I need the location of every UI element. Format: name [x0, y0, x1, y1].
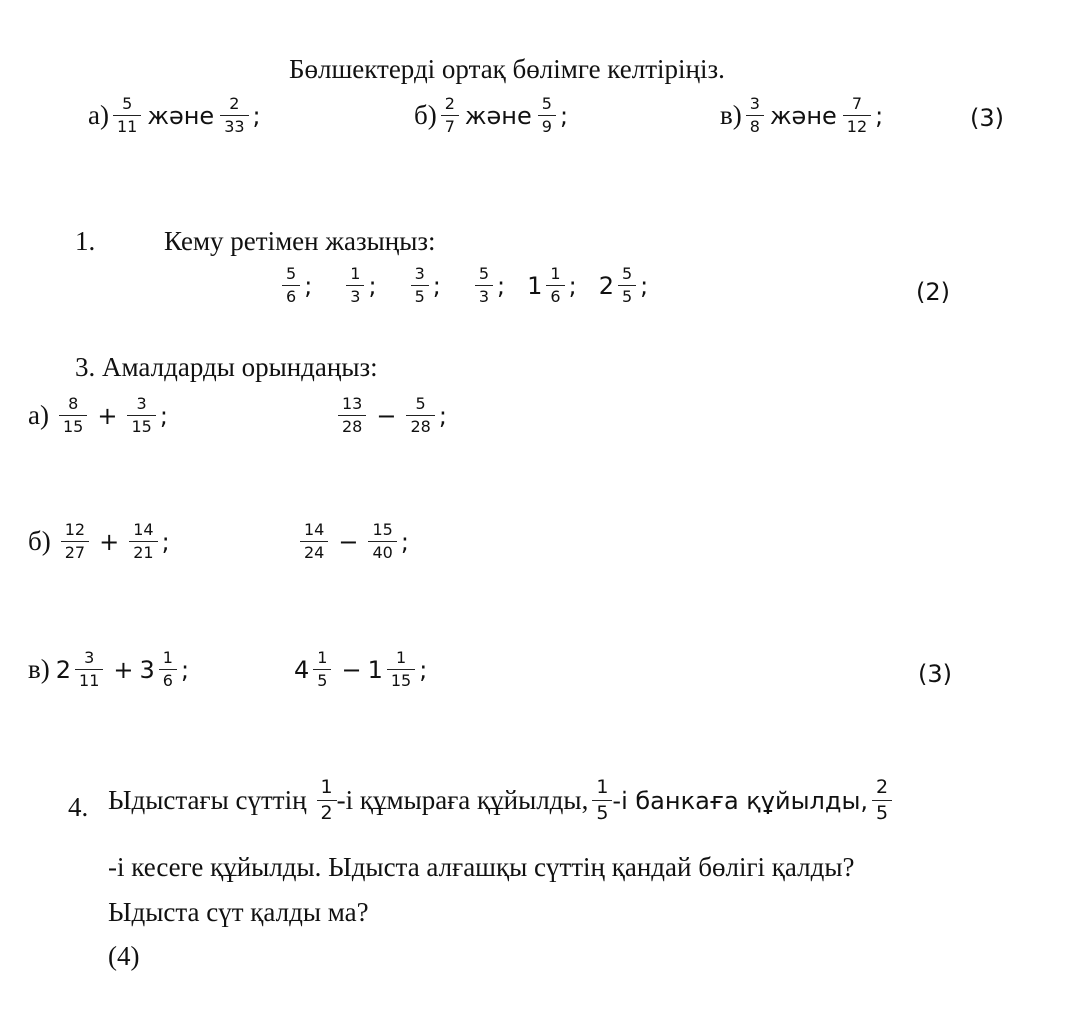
denominator: 15 — [387, 669, 415, 689]
denominator: 21 — [129, 541, 157, 561]
task3-title: 3. Амалдарды орындаңыз: — [75, 352, 378, 382]
operator: + — [99, 527, 120, 556]
task3-row-c — [28, 650, 189, 689]
fraction — [346, 266, 364, 305]
mixed-number — [57, 522, 93, 561]
numerator: 1 — [550, 264, 561, 283]
task1-number: 1. — [75, 226, 96, 256]
separator: ; — [419, 655, 428, 684]
separator: ; — [640, 271, 649, 300]
mixed-number — [342, 266, 368, 305]
mixed-number — [294, 650, 335, 689]
fraction — [406, 396, 434, 435]
mixed-number — [471, 266, 497, 305]
row-label: в) — [28, 654, 50, 684]
fraction — [300, 522, 328, 561]
row-label: а) — [28, 400, 49, 430]
task4-text2: -і құмыраға құйылды, — [336, 785, 589, 815]
item-label: б) — [414, 100, 437, 130]
numerator: 14 — [133, 520, 154, 539]
mixed-number — [368, 650, 420, 689]
fraction — [387, 650, 415, 689]
denominator: 11 — [75, 669, 103, 689]
conjunction: және — [464, 101, 532, 130]
denominator: 3 — [346, 285, 364, 305]
mixed-number — [364, 522, 400, 561]
separator: ; — [497, 271, 506, 300]
task0-item-a: а) $\frac{5}{11}$ және $\frac{2}{33}$ ; — [88, 94, 261, 136]
fraction — [59, 396, 87, 435]
whole-part: 1 — [527, 271, 543, 300]
separator: ; — [161, 527, 170, 556]
fraction — [129, 522, 157, 561]
denominator: 5 — [313, 669, 331, 689]
whole-part: 3 — [139, 655, 155, 684]
task0-title: Бөлшектерді ортақ бөлімге келтіріңіз. — [289, 54, 725, 84]
denominator: 3 — [475, 285, 493, 305]
fraction — [618, 266, 636, 305]
denominator: 5 — [618, 285, 636, 305]
numerator: 5 — [415, 394, 426, 413]
conjunction: және — [147, 101, 215, 130]
operator: + — [97, 401, 118, 430]
task3-row-a-expr2 — [334, 396, 447, 435]
separator: ; — [159, 401, 168, 430]
numerator: 8 — [68, 394, 79, 413]
expression — [56, 650, 189, 689]
mixed-number — [278, 266, 304, 305]
denominator: 6 — [282, 285, 300, 305]
task3-row-a — [28, 396, 168, 435]
whole-part: 4 — [294, 655, 310, 684]
denominator: 15 — [59, 415, 87, 435]
separator: ; — [400, 527, 409, 556]
fraction — [313, 650, 331, 689]
denominator: 40 — [368, 541, 396, 561]
denominator: 6 — [546, 285, 564, 305]
whole-part: 2 — [55, 655, 72, 684]
task3-row-b — [28, 522, 170, 561]
mixed-number — [407, 266, 433, 305]
denominator: 24 — [300, 541, 328, 561]
task0-points: (3) — [970, 104, 1004, 132]
numerator: 1 — [162, 648, 173, 667]
mixed-number — [55, 396, 91, 435]
fraction: $\frac{2}{33}$ — [220, 96, 248, 135]
operator: − — [376, 401, 397, 430]
task1-fractions — [278, 266, 648, 305]
numerator: 1 — [350, 264, 361, 283]
numerator: 5 — [621, 264, 633, 283]
task0-item-c: в) $\frac{3}{8}$ және $\frac{7}{12}$ ; — [720, 94, 884, 136]
row-label: б) — [28, 526, 51, 556]
task4-text3: -і банкаға құйылды, — [612, 786, 869, 815]
mixed-number — [402, 396, 438, 435]
task1-title: Кему ретімен жазыңыз: — [164, 226, 436, 256]
fraction — [411, 266, 429, 305]
fraction — [546, 266, 564, 305]
numerator: 3 — [84, 648, 95, 667]
mixed-number — [140, 650, 181, 689]
item-label: а) — [88, 100, 109, 130]
mixed-number — [527, 266, 568, 305]
mixed-number — [125, 522, 161, 561]
whole-part: 2 — [598, 271, 614, 300]
separator: ; — [304, 271, 313, 300]
fraction: $\frac{1}{5}$ — [592, 778, 612, 823]
numerator: 3 — [414, 264, 425, 283]
mixed-number — [334, 396, 370, 435]
fraction — [368, 522, 396, 561]
fraction — [75, 650, 103, 689]
denominator: 28 — [406, 415, 434, 435]
fraction: $\frac{2}{5}$ — [872, 778, 892, 823]
task4-number: 4. — [68, 792, 89, 822]
denominator: 5 — [411, 285, 429, 305]
numerator: 3 — [136, 394, 147, 413]
separator: ; — [180, 655, 190, 684]
fraction — [338, 396, 366, 435]
task4-line3: Ыдыста сүт қалды ма? — [108, 897, 369, 927]
denominator: 15 — [127, 415, 155, 435]
expression — [57, 522, 170, 561]
mixed-number — [56, 650, 108, 689]
denominator: 27 — [61, 541, 89, 561]
fraction — [282, 266, 300, 305]
fraction: $\frac{2}{7}$ — [441, 96, 459, 135]
separator: ; — [368, 271, 377, 300]
fraction: $\frac{3}{8}$ — [746, 96, 764, 135]
fraction — [159, 650, 177, 689]
fraction: $\frac{1}{2}$ — [317, 778, 337, 823]
task3-row-b-expr2 — [296, 522, 409, 561]
task1-points: (2) — [916, 278, 950, 306]
operator: + — [113, 655, 134, 684]
task3-points: (3) — [918, 660, 952, 688]
task4-points: (4) — [108, 941, 140, 971]
denominator: 6 — [159, 669, 177, 689]
numerator: 1 — [317, 648, 328, 667]
conjunction: және — [769, 101, 837, 130]
fraction — [475, 266, 493, 305]
separator: ; — [432, 271, 441, 300]
numerator: 5 — [286, 264, 297, 283]
mixed-number — [296, 522, 332, 561]
item-label: в) — [720, 100, 742, 130]
task3-row-c-expr2 — [294, 650, 427, 689]
whole-part: 1 — [367, 655, 383, 684]
numerator: 1 — [395, 648, 407, 667]
task0-item-b: б) $\frac{2}{7}$ және $\frac{5}{9}$ ; — [414, 94, 569, 136]
mixed-number — [123, 396, 159, 435]
numerator: 12 — [64, 520, 86, 539]
separator: ; — [438, 401, 447, 430]
fraction: $\frac{7}{12}$ — [843, 96, 871, 135]
task4-line1 — [108, 778, 896, 823]
task4-line2: -і кесеге құйылды. Ыдыста алғашқы сүттің қандай бөлігі қалды? — [108, 852, 855, 882]
separator: ; — [568, 271, 577, 300]
numerator: 15 — [372, 520, 393, 539]
numerator: 13 — [342, 394, 363, 413]
task4-text1: Ыдыстағы сүттің — [108, 785, 307, 815]
denominator: 28 — [338, 415, 366, 435]
operator: − — [338, 527, 359, 556]
fraction — [61, 522, 89, 561]
mixed-number — [599, 266, 640, 305]
operator: − — [341, 655, 362, 684]
fraction — [127, 396, 155, 435]
fraction: $\frac{5}{9}$ — [538, 96, 556, 135]
expression — [55, 396, 168, 435]
fraction: $\frac{5}{11}$ — [113, 96, 141, 135]
numerator: 5 — [478, 264, 490, 283]
numerator: 14 — [304, 520, 325, 539]
